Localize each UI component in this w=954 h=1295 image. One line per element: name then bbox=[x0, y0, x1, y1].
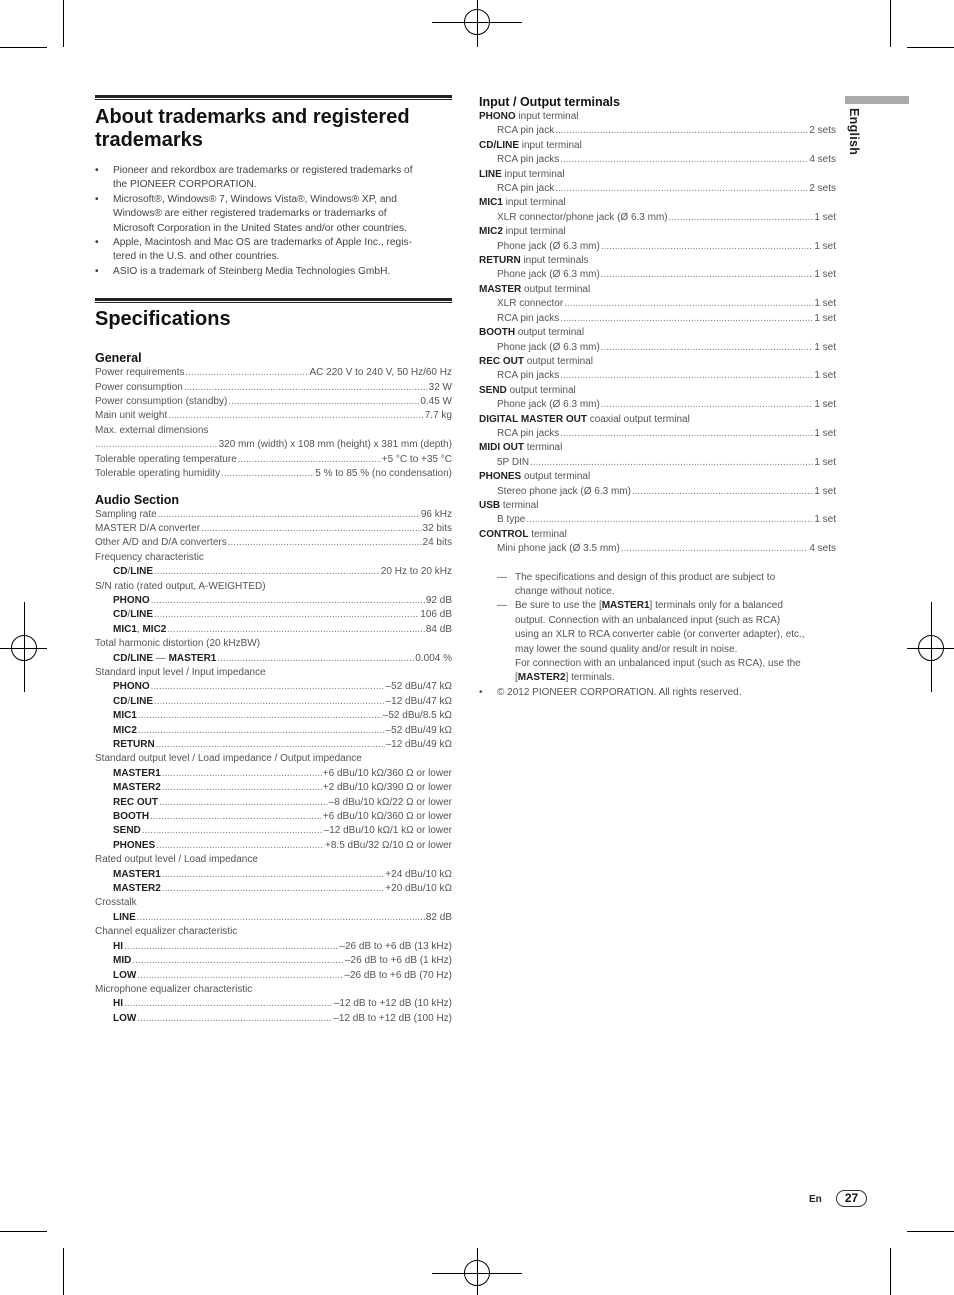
spec-label: Standard output level / Load impedance / Output impedance bbox=[95, 753, 362, 765]
general-heading: General bbox=[95, 351, 142, 366]
io-terminal-heading: REC OUT output terminal bbox=[479, 355, 593, 367]
crop-mark bbox=[907, 47, 954, 48]
note-dash: — bbox=[497, 571, 507, 583]
audio-heading: Audio Section bbox=[95, 492, 180, 507]
io-terminal-heading: MIDI OUT terminal bbox=[479, 442, 563, 454]
specifications-title: Specifications bbox=[95, 308, 231, 331]
spec-label: Frequency characteristic bbox=[95, 551, 204, 563]
spec-row: LOW ..... –26 dB to +6 dB (70 Hz) bbox=[95, 969, 452, 983]
left-column bbox=[95, 95, 452, 1026]
io-terminal-row: Stereo phone jack (Ø 6.3 mm) ..... 1 set bbox=[479, 485, 836, 499]
io-terminal-list bbox=[479, 110, 836, 557]
spec-row: CD/LINE ..... 106 dB bbox=[95, 608, 452, 622]
spec-label: Crosstalk bbox=[95, 897, 137, 909]
crop-mark bbox=[63, 0, 64, 47]
io-terminal-row: Mini phone jack (Ø 3.5 mm) ..... 4 sets bbox=[479, 542, 836, 556]
io-terminal-heading: USB terminal bbox=[479, 499, 539, 511]
crop-mark bbox=[0, 1231, 47, 1232]
io-terminal-row: Phone jack (Ø 6.3 mm) ..... 1 set bbox=[479, 240, 836, 254]
trademarks-title bbox=[95, 106, 452, 152]
io-terminal-row: RCA pin jack ..... 2 sets bbox=[479, 182, 836, 196]
io-terminal-row: 5P DIN ..... 1 set bbox=[479, 456, 836, 470]
spec-row: LINE ..... 82 dB bbox=[95, 911, 452, 925]
spec-row: MASTER1 ..... +6 dBu/10 kΩ/360 Ω or lower bbox=[95, 767, 452, 781]
spec-row: MASTER1 ..... +24 dBu/10 kΩ bbox=[95, 868, 452, 882]
spec-label: Rated output level / Load impedance bbox=[95, 854, 258, 866]
right-column bbox=[479, 95, 836, 700]
spec-row: PHONES ..... +8.5 dBu/32 Ω/10 Ω or lower bbox=[95, 839, 452, 853]
spec-row: PHONO ..... –52 dBu/47 kΩ bbox=[95, 680, 452, 694]
spec-row: REC OUT ..... –8 dBu/10 kΩ/22 Ω or lower bbox=[95, 796, 452, 810]
language-tab-label: English bbox=[847, 108, 861, 156]
registration-mark bbox=[907, 648, 954, 649]
copyright-text: © 2012 PIONEER CORPORATION. All rights reserved. bbox=[497, 686, 742, 698]
crop-mark bbox=[890, 1248, 891, 1295]
spec-label: Max. external dimensions bbox=[95, 424, 209, 436]
section-rule bbox=[95, 95, 452, 100]
crop-mark bbox=[907, 1231, 954, 1232]
io-terminal-row: RCA pin jacks ..... 4 sets bbox=[479, 153, 836, 167]
spec-row: Power consumption ..... 32 W bbox=[95, 381, 452, 395]
spec-row: MIC1, MIC2 ..... 84 dB bbox=[95, 623, 452, 637]
note-item: — The specifications and design of this product are subject to change without notice. bbox=[497, 571, 776, 597]
note-dash: — bbox=[497, 600, 507, 612]
spec-row: Tolerable operating humidity ..... 5 % to 85 % (no condensation) bbox=[95, 467, 452, 481]
registration-mark bbox=[931, 602, 932, 692]
trademark-item: • Microsoft®, Windows® 7, Windows Vista®, Windows® XP, and Windows® are either registered trademarks or trademarks of Microsoft Corporation in the United States and/or other countries. bbox=[95, 193, 452, 236]
io-terminal-row: RCA pin jacks ..... 1 set bbox=[479, 312, 836, 326]
spec-row: Tolerable operating temperature ..... +5 °C to +35 °C bbox=[95, 453, 452, 467]
io-terminal-row: RCA pin jacks ..... 1 set bbox=[479, 369, 836, 383]
footer-language: En bbox=[809, 1194, 822, 1205]
language-tab-bar bbox=[845, 96, 909, 104]
spec-row: HI ..... –12 dB to +12 dB (10 kHz) bbox=[95, 997, 452, 1011]
page-number: 27 bbox=[836, 1190, 867, 1207]
spec-row: MASTER2 ..... +2 dBu/10 kΩ/390 Ω or lower bbox=[95, 781, 452, 795]
copyright-item bbox=[479, 686, 836, 700]
language-tab bbox=[843, 108, 863, 168]
bullet: • bbox=[479, 686, 483, 698]
io-terminal-heading: RETURN input terminals bbox=[479, 255, 589, 267]
trademarks-list bbox=[95, 164, 452, 279]
spec-label: Microphone equalizer characteristic bbox=[95, 983, 253, 995]
spec-row: SEND ..... –12 dBu/10 kΩ/1 kΩ or lower bbox=[95, 824, 452, 838]
io-heading: Input / Output terminals bbox=[479, 95, 620, 109]
io-terminal-heading: DIGITAL MASTER OUT coaxial output terminal bbox=[479, 413, 690, 425]
spec-row: Power consumption (standby) ..... 0.45 W bbox=[95, 395, 452, 409]
io-terminal-row: B type ..... 1 set bbox=[479, 513, 836, 527]
spec-row: MID ..... –26 dB to +6 dB (1 kHz) bbox=[95, 954, 452, 968]
spec-row: Power requirements ..... AC 220 V to 240 V, 50 Hz/60 Hz bbox=[95, 366, 452, 380]
trademark-item: • Apple, Macintosh and Mac OS are trademarks of Apple Inc., regis- tered in the U.S. and other countries. bbox=[95, 236, 452, 265]
io-terminal-heading: SEND output terminal bbox=[479, 384, 576, 396]
io-terminal-heading: CD/LINE input terminal bbox=[479, 139, 582, 151]
spec-row: ..... 320 mm (width) x 108 mm (height) x 381 mm (depth) bbox=[95, 438, 452, 452]
spec-row: CD/LINE ..... 20 Hz to 20 kHz bbox=[95, 565, 452, 579]
spec-row: Other A/D and D/A converters ..... 24 bits bbox=[95, 536, 452, 550]
audio-specs bbox=[95, 508, 452, 1027]
spec-row: RETURN ..... –12 dBu/49 kΩ bbox=[95, 738, 452, 752]
io-terminal-heading: MIC2 input terminal bbox=[479, 226, 566, 238]
spec-row: MASTER2 ..... +20 dBu/10 kΩ bbox=[95, 882, 452, 896]
trademarks-title-line1: About trademarks and registered bbox=[95, 106, 410, 128]
spec-row: PHONO ..... 92 dB bbox=[95, 594, 452, 608]
registration-mark bbox=[24, 602, 25, 692]
registration-mark bbox=[0, 648, 47, 649]
trademark-item: • Pioneer and rekordbox are trademarks or registered trademarks of the PIONEER CORPORATION. bbox=[95, 164, 452, 193]
spec-row: Main unit weight ..... 7.7 kg bbox=[95, 409, 452, 423]
io-terminal-row: Phone jack (Ø 6.3 mm) ..... 1 set bbox=[479, 341, 836, 355]
io-terminal-row: XLR connector ..... 1 set bbox=[479, 297, 836, 311]
note-item: — Be sure to use the [MASTER1] terminals only for a balanced output. Connection with an unbalanced input (such as RCA) using an XLR to RCA converter cable (or converter adapter), etc., may lower the sound quality and/or result in noise. For connection with an unbalanced input (such as RCA), use the [MASTER2] terminals. bbox=[497, 600, 805, 684]
io-terminal-heading: CONTROL terminal bbox=[479, 528, 567, 540]
spec-row: CD/LINE — MASTER1 ..... 0.004 % bbox=[95, 652, 452, 666]
io-terminal-heading: MASTER output terminal bbox=[479, 283, 591, 295]
registration-mark bbox=[477, 0, 478, 47]
crop-mark bbox=[0, 47, 47, 48]
spec-label: Standard input level / Input impedance bbox=[95, 666, 266, 678]
crop-mark bbox=[890, 0, 891, 47]
section-rule bbox=[95, 298, 452, 303]
io-terminal-row: RCA pin jack ..... 2 sets bbox=[479, 124, 836, 138]
trademark-item: • ASIO is a trademark of Steinberg Media Technologies GmbH. bbox=[95, 265, 452, 279]
io-terminal-row: Phone jack (Ø 6.3 mm) ..... 1 set bbox=[479, 398, 836, 412]
spec-row: Sampling rate ..... 96 kHz bbox=[95, 508, 452, 522]
io-terminal-heading: PHONES output terminal bbox=[479, 471, 591, 483]
spec-row: HI ..... –26 dB to +6 dB (13 kHz) bbox=[95, 940, 452, 954]
spec-label: Channel equalizer characteristic bbox=[95, 926, 238, 938]
general-specs bbox=[95, 366, 452, 481]
io-terminal-heading: PHONO input terminal bbox=[479, 111, 579, 122]
io-terminal-row: XLR connector/phone jack (Ø 6.3 mm) ..... 1 set bbox=[479, 211, 836, 225]
spec-label: S/N ratio (rated output, A-WEIGHTED) bbox=[95, 580, 266, 592]
spec-row: MIC1 ..... –52 dBu/8.5 kΩ bbox=[95, 709, 452, 723]
notes bbox=[479, 571, 836, 701]
io-terminal-heading: LINE input terminal bbox=[479, 168, 565, 180]
spec-row: LOW ..... –12 dB to +12 dB (100 Hz) bbox=[95, 1012, 452, 1026]
io-terminal-heading: MIC1 input terminal bbox=[479, 197, 566, 209]
io-terminal-row: RCA pin jacks ..... 1 set bbox=[479, 427, 836, 441]
spec-label: Total harmonic distortion (20 kHzBW) bbox=[95, 638, 261, 650]
registration-mark bbox=[477, 1248, 478, 1295]
spec-row: CD/LINE ..... –12 dBu/47 kΩ bbox=[95, 695, 452, 709]
io-terminal-row: Phone jack (Ø 6.3 mm) ..... 1 set bbox=[479, 268, 836, 282]
crop-mark bbox=[63, 1248, 64, 1295]
spec-row: MASTER D/A converter ..... 32 bits bbox=[95, 522, 452, 536]
spec-row: BOOTH ..... +6 dBu/10 kΩ/360 Ω or lower bbox=[95, 810, 452, 824]
io-terminal-heading: BOOTH output terminal bbox=[479, 327, 585, 339]
spec-row: MIC2 ..... –52 dBu/49 kΩ bbox=[95, 724, 452, 738]
trademarks-title-line2: trademarks bbox=[95, 129, 203, 151]
